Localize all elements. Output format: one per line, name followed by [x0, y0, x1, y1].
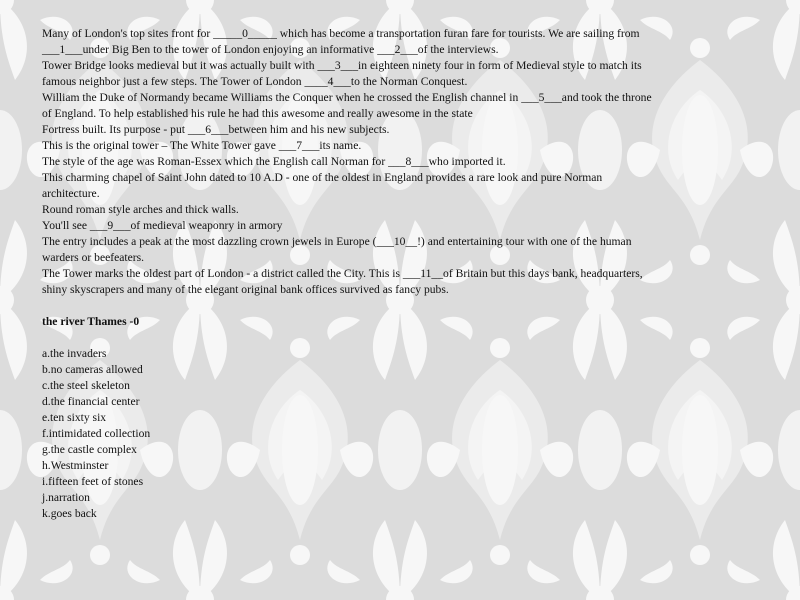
option-item: g.the castle complex [42, 443, 137, 456]
passage-line: Round roman style arches and thick walls. [42, 203, 239, 216]
option-item: a.the invaders [42, 347, 107, 360]
passage-line: warders or beefeaters. [42, 251, 145, 264]
passage [42, 26, 742, 298]
option-item: f.intimidated collection [42, 427, 151, 440]
option-item: e.ten sixty six [42, 411, 107, 424]
passage-line: architecture. [42, 187, 100, 200]
passage-line: This is the original tower – The White Tower gave ___7___its name. [42, 139, 362, 152]
options-list [42, 346, 742, 522]
passage-line: William the Duke of Normandy became Williams the Conquer when he crossed the English channel in ___5___and took the throne [42, 91, 652, 104]
passage-line: of England. To help established his rule he had this awesome and really awesome in the state [42, 107, 473, 120]
worksheet [42, 26, 742, 522]
passage-line: ___1___under Big Ben to the tower of London enjoying an informative ___2___of the interviews. [42, 43, 499, 56]
passage-line: famous neighbor just a few steps. The Tower of London ____4___to the Norman Conquest. [42, 75, 468, 88]
passage-line: You'll see ___9___of medieval weaponry in armory [42, 219, 283, 232]
option-item: b.no cameras allowed [42, 363, 143, 376]
passage-line: The entry includes a peak at the most dazzling crown jewels in Europe (___10__!) and entertaining tour with one of the human [42, 235, 632, 248]
option-item: c.the steel skeleton [42, 379, 130, 392]
option-item: h.Westminster [42, 459, 109, 472]
passage-line: Tower Bridge looks medieval but it was actually built with ___3___in eighteen ninety four in form of Medieval style to match its [42, 59, 642, 72]
option-item: d.the financial center [42, 395, 140, 408]
spacer [42, 298, 742, 314]
passage-line: shiny skyscrapers and many of the elegant original bank offices survived as fancy pubs. [42, 283, 449, 296]
passage-line: Many of London's top sites front for _____0_____ which has become a transportation furan fare for tourists. We are sailing from [42, 27, 640, 40]
option-item: i.fifteen feet of stones [42, 475, 144, 488]
passage-line: Fortress built. Its purpose - put ___6___between him and his new subjects. [42, 123, 390, 136]
option-item: j.narration [42, 491, 90, 504]
spacer [42, 330, 742, 346]
option-item: k.goes back [42, 507, 97, 520]
passage-line: The style of the age was Roman-Essex which the English call Norman for ___8___who imported it. [42, 155, 506, 168]
passage-line: This charming chapel of Saint John dated to 10 A.D - one of the oldest in England provides a rare look and pure Norman [42, 171, 603, 184]
answer-example: the river Thames -0 [42, 315, 140, 328]
passage-line: The Tower marks the oldest part of London - a district called the City. This is ___11__of Britain but this days bank, headquarters, [42, 267, 643, 280]
